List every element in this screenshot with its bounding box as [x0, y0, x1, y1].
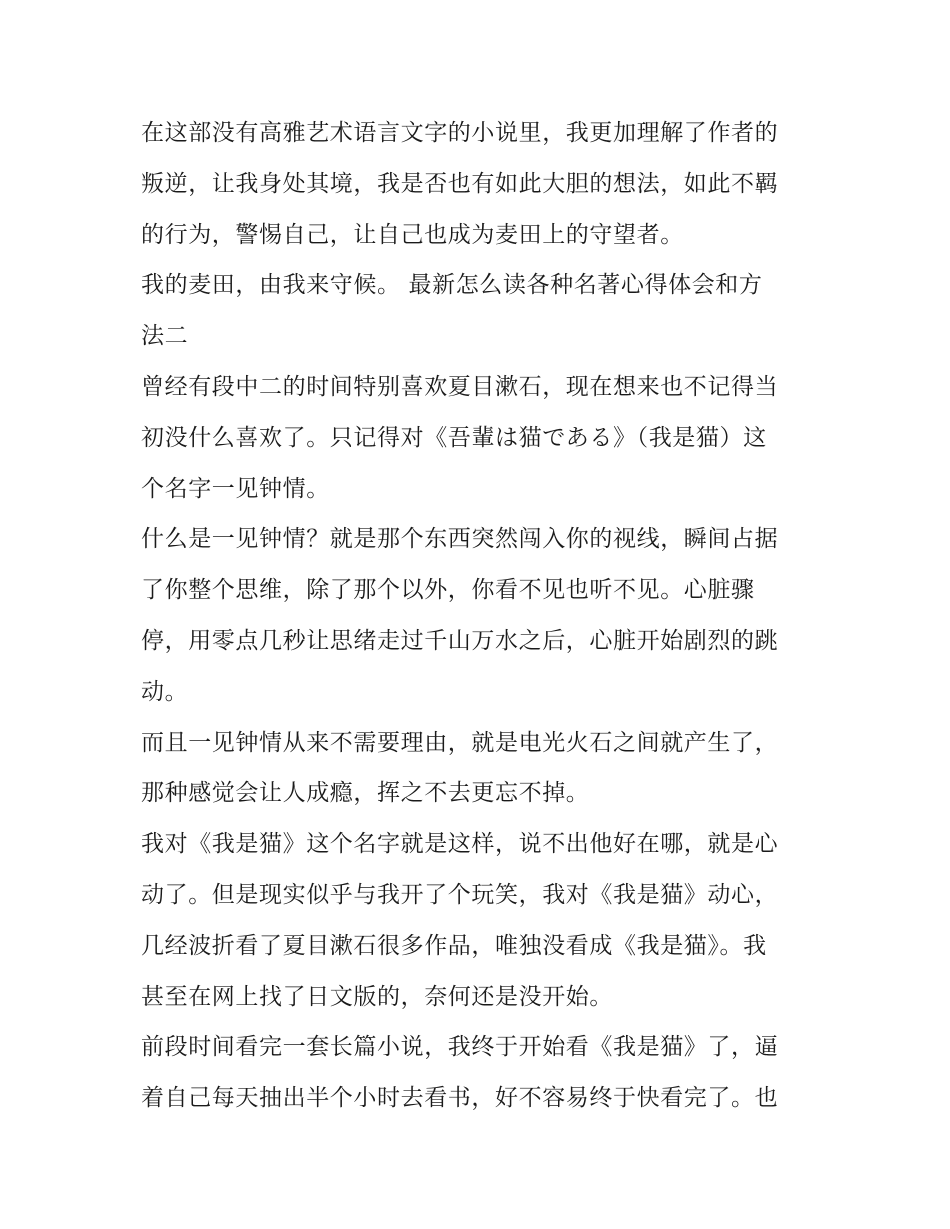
text-line: 法二 — [141, 323, 189, 350]
text-line: 那种感觉会让人成瘾，挥之不去更忘不掉。 — [141, 780, 590, 807]
paragraph-2 — [141, 260, 813, 362]
text-line: 叛逆，让我身处其境，我是否也有如此大胆的想法，如此不羁 — [141, 170, 779, 197]
text-line: 我的麦田，由我来守候。 最新怎么读各种名著心得体会和方 — [141, 272, 763, 299]
text-line: 初没什么喜欢了。只记得对《吾輩は猫である》（我是猫）这 — [141, 424, 767, 451]
text-line: 了你整个思维，除了那个以外，你看不见也听不见。心脏骤 — [141, 577, 755, 604]
text-line: 动了。但是现实似乎与我开了个玩笑，我对《我是猫》动心， — [141, 881, 779, 908]
text-line: 动。 — [141, 678, 189, 705]
paragraph-4 — [141, 514, 813, 717]
paragraph-3 — [141, 362, 813, 514]
text-line: 的行为，警惕自己，让自己也成为麦田上的守望者。 — [141, 221, 684, 248]
text-line: 我对《我是猫》这个名字就是这样，说不出他好在哪，就是心 — [141, 831, 779, 858]
text-line: 个名字一见钟情。 — [141, 475, 330, 502]
text-line: 而且一见钟情从来不需要理由，就是电光火石之间就产生了， — [141, 729, 779, 756]
paragraph-5 — [141, 718, 813, 820]
text-line: 几经波折看了夏目漱石很多作品，唯独没看成《我是猫》。我 — [141, 932, 767, 959]
text-line: 在这部没有高雅艺术语言文字的小说里，我更加理解了作者的 — [141, 120, 779, 146]
text-line: 前段时间看完一套长篇小说，我终于开始看《我是猫》了，逼 — [141, 1034, 779, 1061]
document-body — [141, 108, 813, 1124]
text-line: 曾经有段中二的时间特别喜欢夏目漱石，现在想来也不记得当 — [141, 373, 779, 400]
paragraph-7 — [141, 1022, 813, 1124]
paragraph-6 — [141, 819, 813, 1022]
text-line: 甚至在网上找了日文版的，奈何还是没开始。 — [141, 983, 613, 1010]
text-line: 着自己每天抽出半个小时去看书，好不容易终于快看完了。也 — [141, 1085, 779, 1112]
text-line: 停，用零点几秒让思绪走过千山万水之后，心脏开始剧烈的跳 — [141, 627, 779, 654]
text-line: 什么是一见钟情？就是那个东西突然闯入你的视线，瞬间占据 — [141, 526, 779, 553]
paragraph-1 — [141, 108, 813, 260]
